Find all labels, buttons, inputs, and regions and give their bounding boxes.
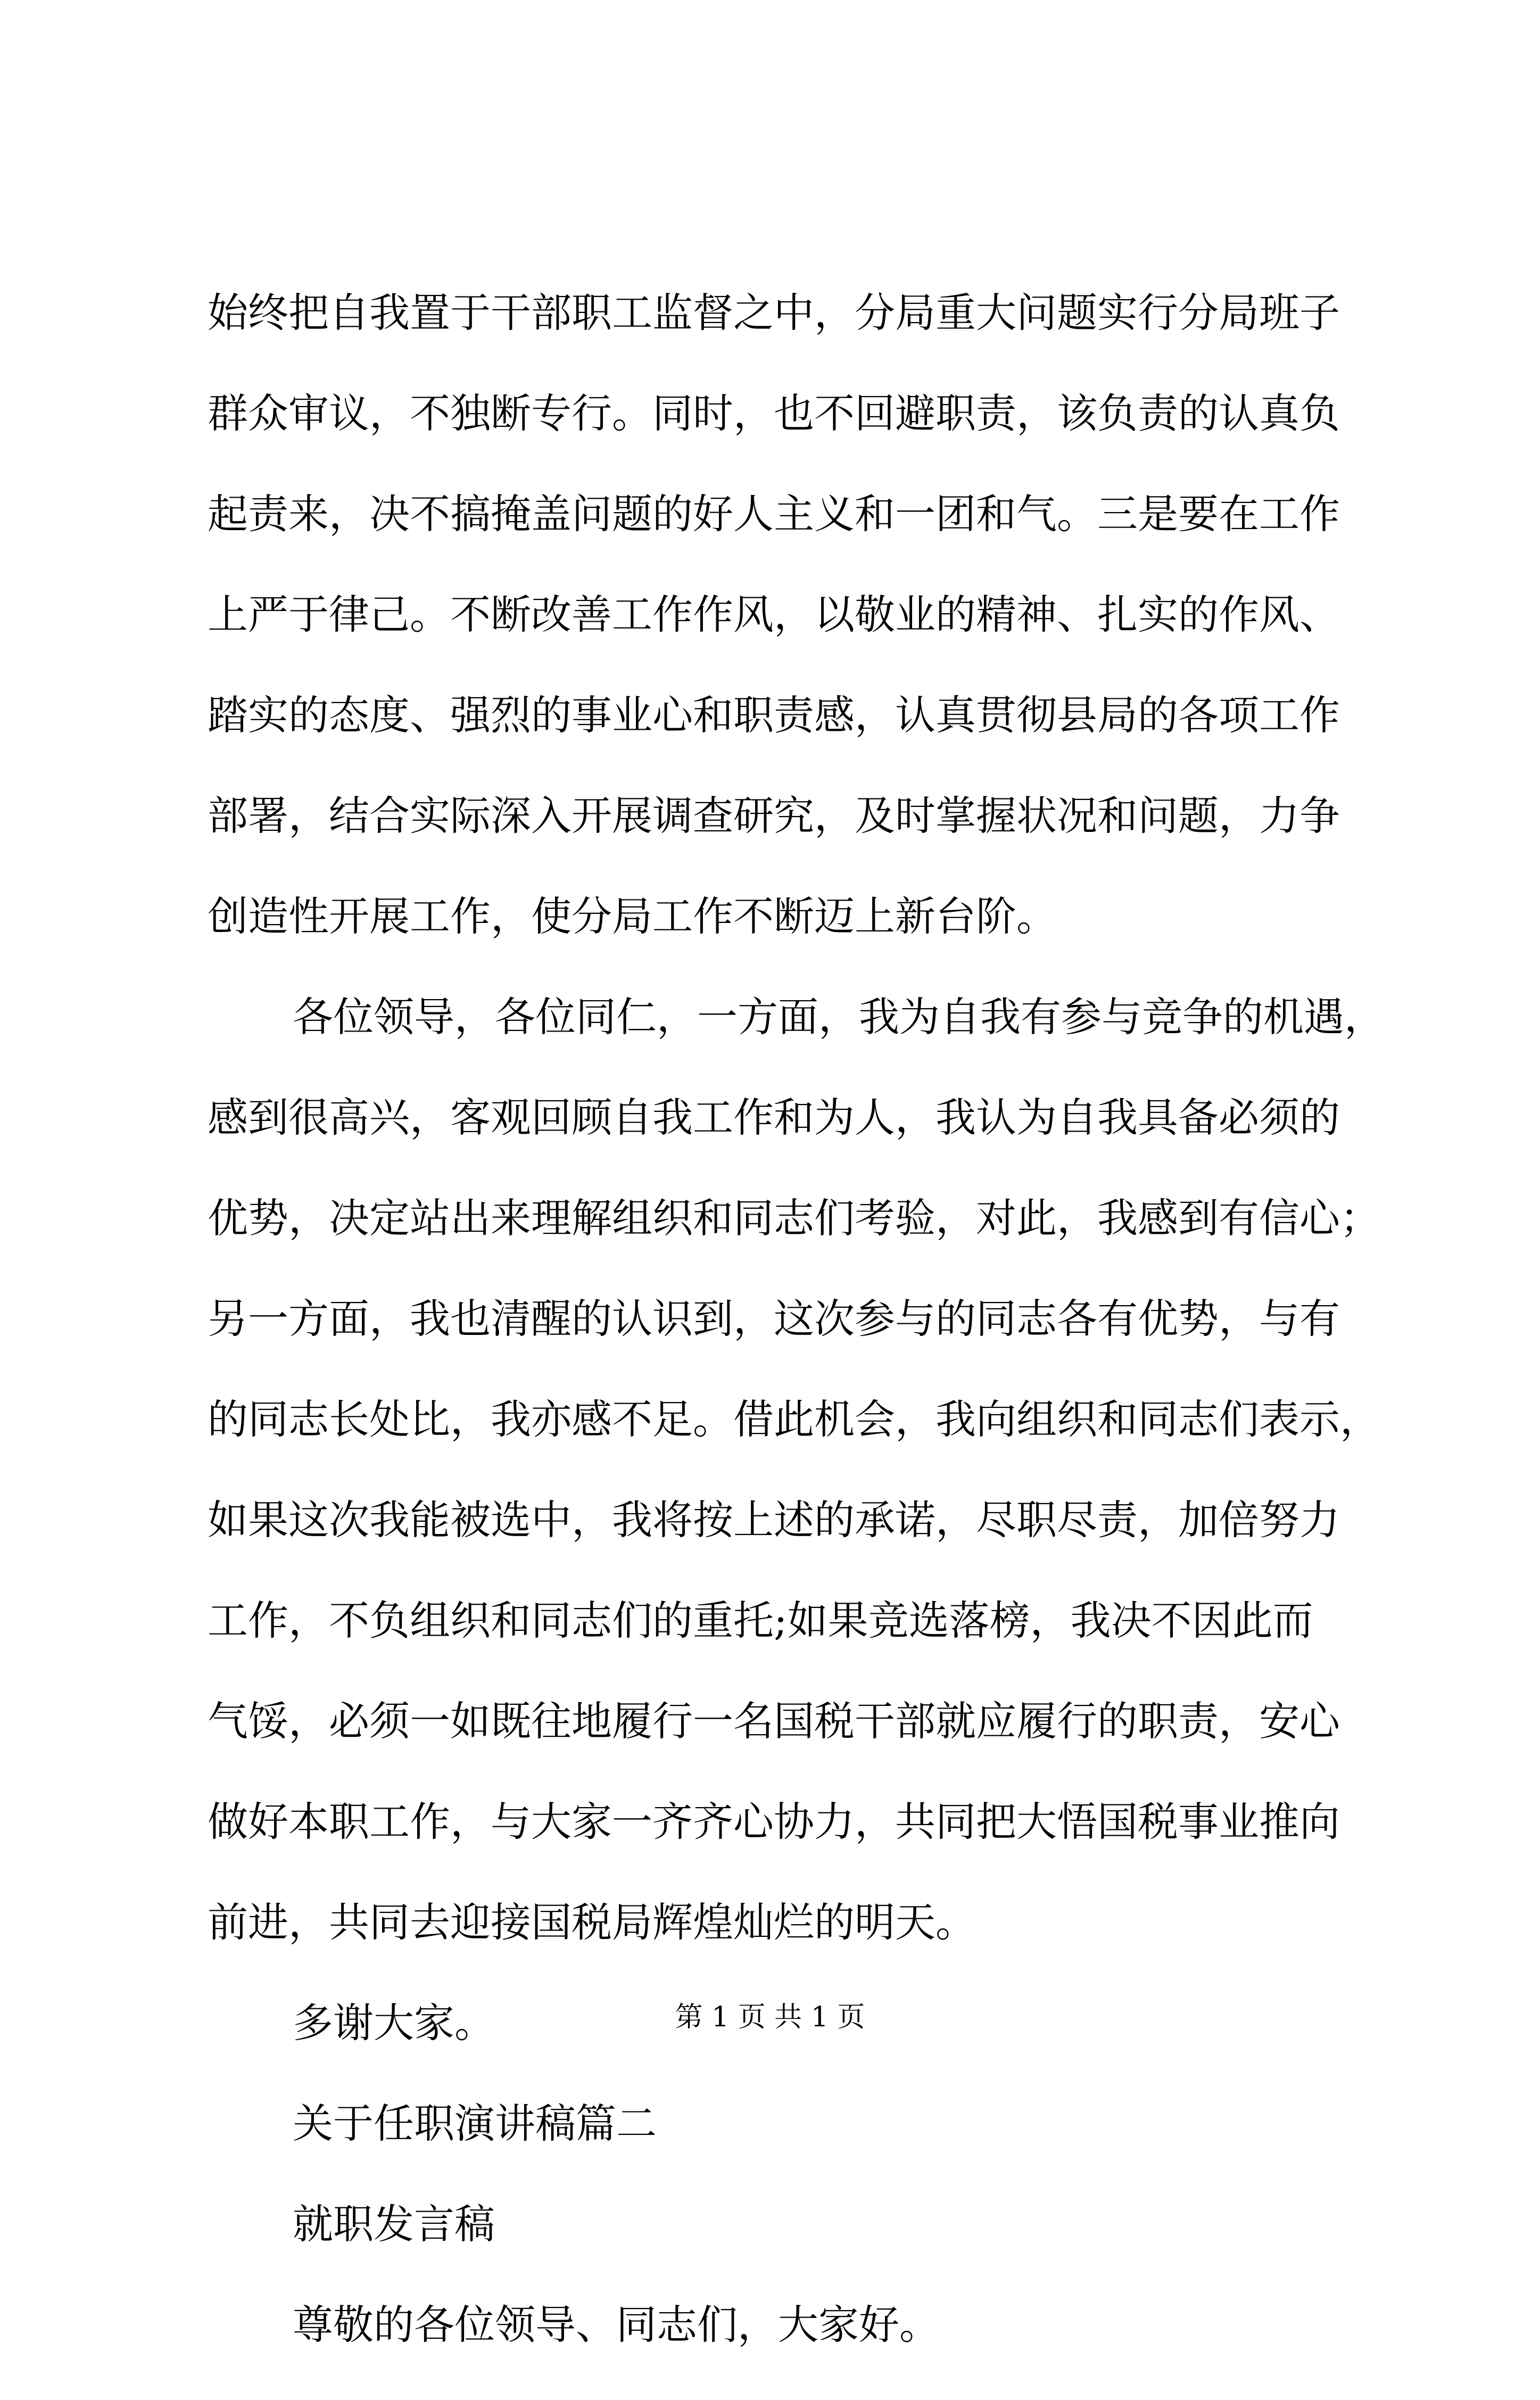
paragraph-line: 做好本职工作，与大家一齐齐心协力，共同把大悟国税事业推向 — [208, 1798, 1340, 1845]
paragraph-line: 踏实的态度、强烈的事业心和职责感，认真贯彻县局的各项工作 — [208, 691, 1340, 739]
paragraph-line: 气馁，必须一如既往地履行一名国税干部就应履行的职责，安心 — [208, 1697, 1340, 1745]
paragraph-line: 各位领导，各位同仁，一方面，我为自我有参与竞争的机遇， — [293, 993, 1385, 1041]
paragraph-line: 优势，决定站出来理解组织和同志们考验，对此，我感到有信心； — [208, 1194, 1380, 1242]
paragraph-line: 前进，共同去迎接国税局辉煌灿烂的明天。 — [208, 1899, 976, 1946]
closing-line: 多谢大家。 — [293, 1999, 495, 2047]
paragraph-line: 上严于律己。不断改善工作作风，以敬业的精神、扎实的作风、 — [208, 591, 1340, 638]
paragraph-line: 感到很高兴，客观回顾自我工作和为人，我认为自我具备必须的 — [208, 1094, 1340, 1141]
paragraph-line: 另一方面，我也清醒的认识到，这次参与的同志各有优势，与有 — [208, 1295, 1340, 1342]
paragraph-line: 群众审议，不独断专行。同时，也不回避职责，该负责的认真负 — [208, 390, 1340, 437]
section-subheading: 就职发言稿 — [293, 2200, 495, 2248]
paragraph-line: 创造性开展工作，使分局工作不断迈上新台阶。 — [208, 893, 1057, 940]
paragraph-line: 部署，结合实际深入开展调查研究，及时掌握状况和问题，力争 — [208, 792, 1340, 839]
paragraph-line: 始终把自我置于干部职工监督之中，分局重大问题实行分局班子 — [208, 289, 1340, 336]
paragraph-line: 工作，不负组织和同志们的重托;如果竞选落榜，我决不因此而 — [208, 1597, 1313, 1644]
document-body — [208, 287, 1385, 2400]
section-heading: 关于任职演讲稿篇二 — [293, 2100, 657, 2147]
page-number-footer: 第 1 页 共 1 页 — [675, 2001, 865, 2033]
paragraph-line: 如果这次我能被选中，我将按上述的承诺，尽职尽责，加倍努力 — [208, 1496, 1340, 1544]
paragraph-line: 起责来，决不搞掩盖问题的好人主义和一团和气。三是要在工作 — [208, 490, 1340, 538]
greeting-line: 尊敬的各位领导、同志们，大家好。 — [293, 2301, 940, 2348]
paragraph-line: 的同志长处比，我亦感不足。借此机会，我向组织和同志们表示， — [208, 1396, 1380, 1443]
